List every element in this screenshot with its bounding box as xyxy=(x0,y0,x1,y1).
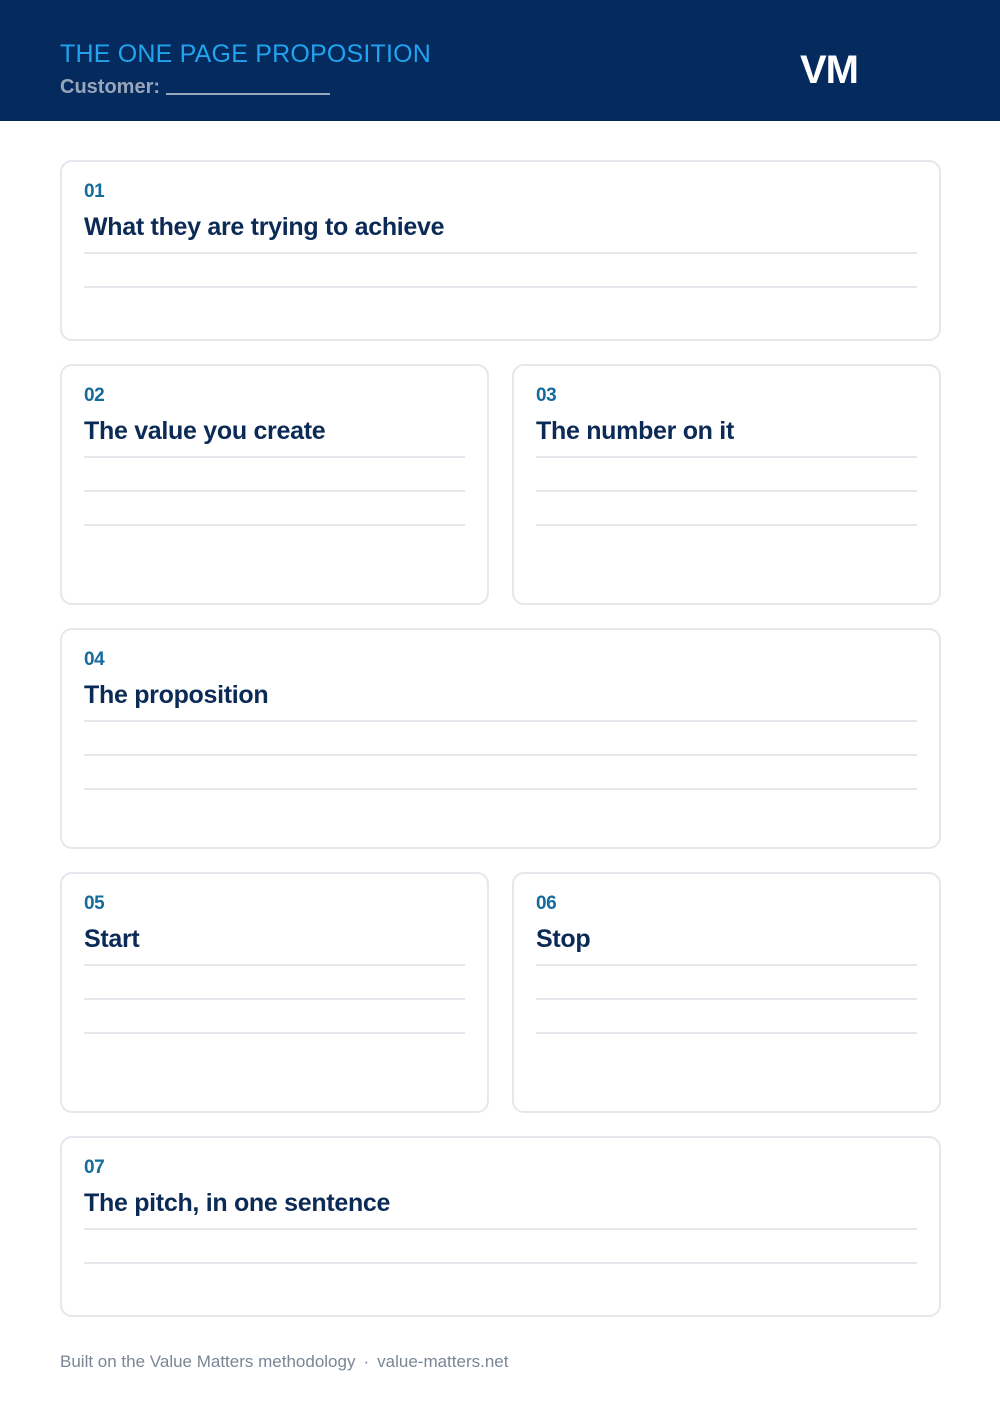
writing-line xyxy=(536,524,917,526)
section-card-01 xyxy=(60,160,941,341)
customer-blank-line xyxy=(166,92,330,95)
writing-line xyxy=(84,1228,917,1230)
writing-line xyxy=(84,286,917,288)
section-title: The proposition xyxy=(84,681,269,709)
writing-line xyxy=(84,788,917,790)
writing-line xyxy=(84,720,917,722)
section-title: The value you create xyxy=(84,417,326,445)
footer-website: value-matters.net xyxy=(377,1352,509,1371)
section-card-05 xyxy=(60,872,489,1113)
section-number: 04 xyxy=(84,649,105,670)
section-number: 02 xyxy=(84,385,105,406)
section-title: The number on it xyxy=(536,417,734,445)
writing-line xyxy=(84,524,465,526)
section-card-07 xyxy=(60,1136,941,1317)
writing-line xyxy=(536,456,917,458)
writing-line xyxy=(536,490,917,492)
page-footer xyxy=(60,1351,508,1373)
section-card-02 xyxy=(60,364,489,605)
section-number: 07 xyxy=(84,1157,105,1178)
section-title: Stop xyxy=(536,925,591,953)
page-header xyxy=(0,0,1000,121)
section-card-04 xyxy=(60,628,941,849)
brand-logo: VM xyxy=(800,48,858,92)
footer-methodology: Built on the Value Matters methodology xyxy=(60,1352,356,1371)
writing-line xyxy=(84,252,917,254)
writing-line xyxy=(536,1032,917,1034)
writing-line xyxy=(84,754,917,756)
customer-label: Customer: xyxy=(60,76,161,98)
section-title: The pitch, in one sentence xyxy=(84,1189,391,1217)
section-title: Start xyxy=(84,925,140,953)
section-title: What they are trying to achieve xyxy=(84,213,445,241)
writing-line xyxy=(84,964,465,966)
section-number: 06 xyxy=(536,893,557,914)
writing-line xyxy=(84,1032,465,1034)
section-number: 05 xyxy=(84,893,105,914)
customer-field xyxy=(60,75,330,99)
page-title: THE ONE PAGE PROPOSITION xyxy=(60,40,432,68)
writing-line xyxy=(84,490,465,492)
writing-line xyxy=(84,1262,917,1264)
section-card-06 xyxy=(512,872,941,1113)
section-number: 01 xyxy=(84,181,105,202)
writing-line xyxy=(536,964,917,966)
writing-line xyxy=(536,998,917,1000)
writing-line xyxy=(84,456,465,458)
footer-separator: · xyxy=(363,1352,370,1371)
writing-line xyxy=(84,998,465,1000)
section-card-03 xyxy=(512,364,941,605)
section-number: 03 xyxy=(536,385,557,406)
